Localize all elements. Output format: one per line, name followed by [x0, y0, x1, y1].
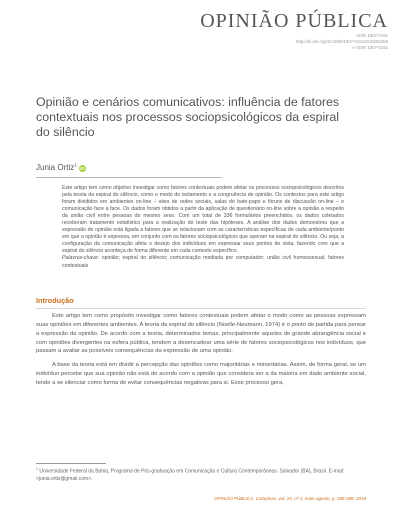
footnote-divider	[36, 463, 106, 464]
footnote-number: 1	[36, 467, 38, 471]
keywords-list: opinião; espiral do silêncio; comunicação mediada por computador; união civil homossexual; fatores contextuais	[62, 255, 344, 269]
paragraph: Este artigo tem como propósito investigar como fatores contextuais podem afetar o modo como as pessoas expressam suas opiniões em diferentes ambientes. A teoria da espiral do silêncio (Noelle-Neumann, 1974) é o ponto de partida para pensar a expressão da opinião. De acordo com a teoria, determinados temas, principalmente aqueles de grande abrangência social e com opiniões divergentes na esfera pública, tendem a desencadear uma série de fatores sociopsicológicos nos indivíduos, que passam a avaliar as possíveis consequências da expressão de uma opinião.	[36, 313, 366, 355]
journal-header	[200, 10, 388, 52]
abstract	[62, 185, 344, 270]
body-text	[36, 312, 366, 393]
footnote	[36, 466, 366, 483]
author-name[interactable]: Junia Ortiz$^1$	[36, 163, 77, 172]
author-footnote-marker: 1	[74, 163, 77, 169]
author-line	[36, 157, 222, 178]
footnote-text: Universidade Federal da Bahia, Programa de Pós-graduação em Comunicação e Cultura Contemporâneas. Salvador (BA), Brasil. E-mail: <junia.ortiz@gmail.com>.	[36, 468, 345, 482]
paragraph: A base da teoria está em dividir a percepção das opiniões como majoritárias e minoritárias. Assim, de forma geral, se um indivíduo percebe que sua opinião não está de acordo com a opinião que considera ser a da maioria em dado ambiente social, tende a se silenciar como forma de evitar consequências negativas para si. Esse processo gera,	[36, 362, 366, 386]
abstract-text: Este artigo tem como objetivo investigar como fatores contextuais podem afetar os processos sociopsicológicos descritos pela teoria da espiral do silêncio, como o medo do isolamento e a congruência de opinião. Os contextos para este artigo foram divididos em ambientes on-line – sites de redes sociais, salas de bate-papo e fóruns de discussão on-line – e comunicação face a face. Os dados foram obtidos a partir da aplicação de questionário on-line sobre a opinião a respeito da união civil entre pessoas do mesmo sexo. Com um total de 336 formulários preenchidos, os dados coletados receberam tratamento estatístico para a realização do teste das hipóteses. A análise dos dados demonstrou que a expressão de opinião está ligada a fatores que se relacionam com as características específicas de cada ambiente/ponto em que a opinião é expressa, em conjunto com os fatores sociopsicológicos que operam na espiral do silêncio. Ou seja, a configuração da comunicação afeta o desejo dos indivíduos em expressar seus pontos de vista, fazendo com que a espiral do silêncio aconteça de forma diferente em cada contexto específico.	[62, 185, 344, 255]
journal-meta-line: e-ISSN 1807-0191	[352, 45, 388, 51]
keywords-label: Palavras-chave:	[62, 255, 100, 262]
page-footer-citation: OPINIÃO PÚBLICA, Campinas, vol. 25, nº 2, maio-agosto, p. 358-388, 2019	[214, 496, 366, 501]
section-title: Introdução	[36, 296, 74, 305]
orcid-icon[interactable]: iD	[80, 166, 85, 171]
article-title: Opinião e cenários comunicativos: influência de fatores contextuais nos processos sociopsicológicos da espiral do silêncio	[36, 95, 340, 139]
journal-meta	[200, 33, 388, 52]
journal-meta-line: ISSN 1807-0191	[356, 33, 388, 38]
keywords	[62, 255, 344, 269]
section-heading	[36, 296, 366, 309]
journal-doi-link[interactable]: http://dx.doi.org/10.1590/1807-01912019252358	[296, 39, 388, 45]
journal-logo: OPINIÃO PÚBLICA	[200, 10, 388, 32]
